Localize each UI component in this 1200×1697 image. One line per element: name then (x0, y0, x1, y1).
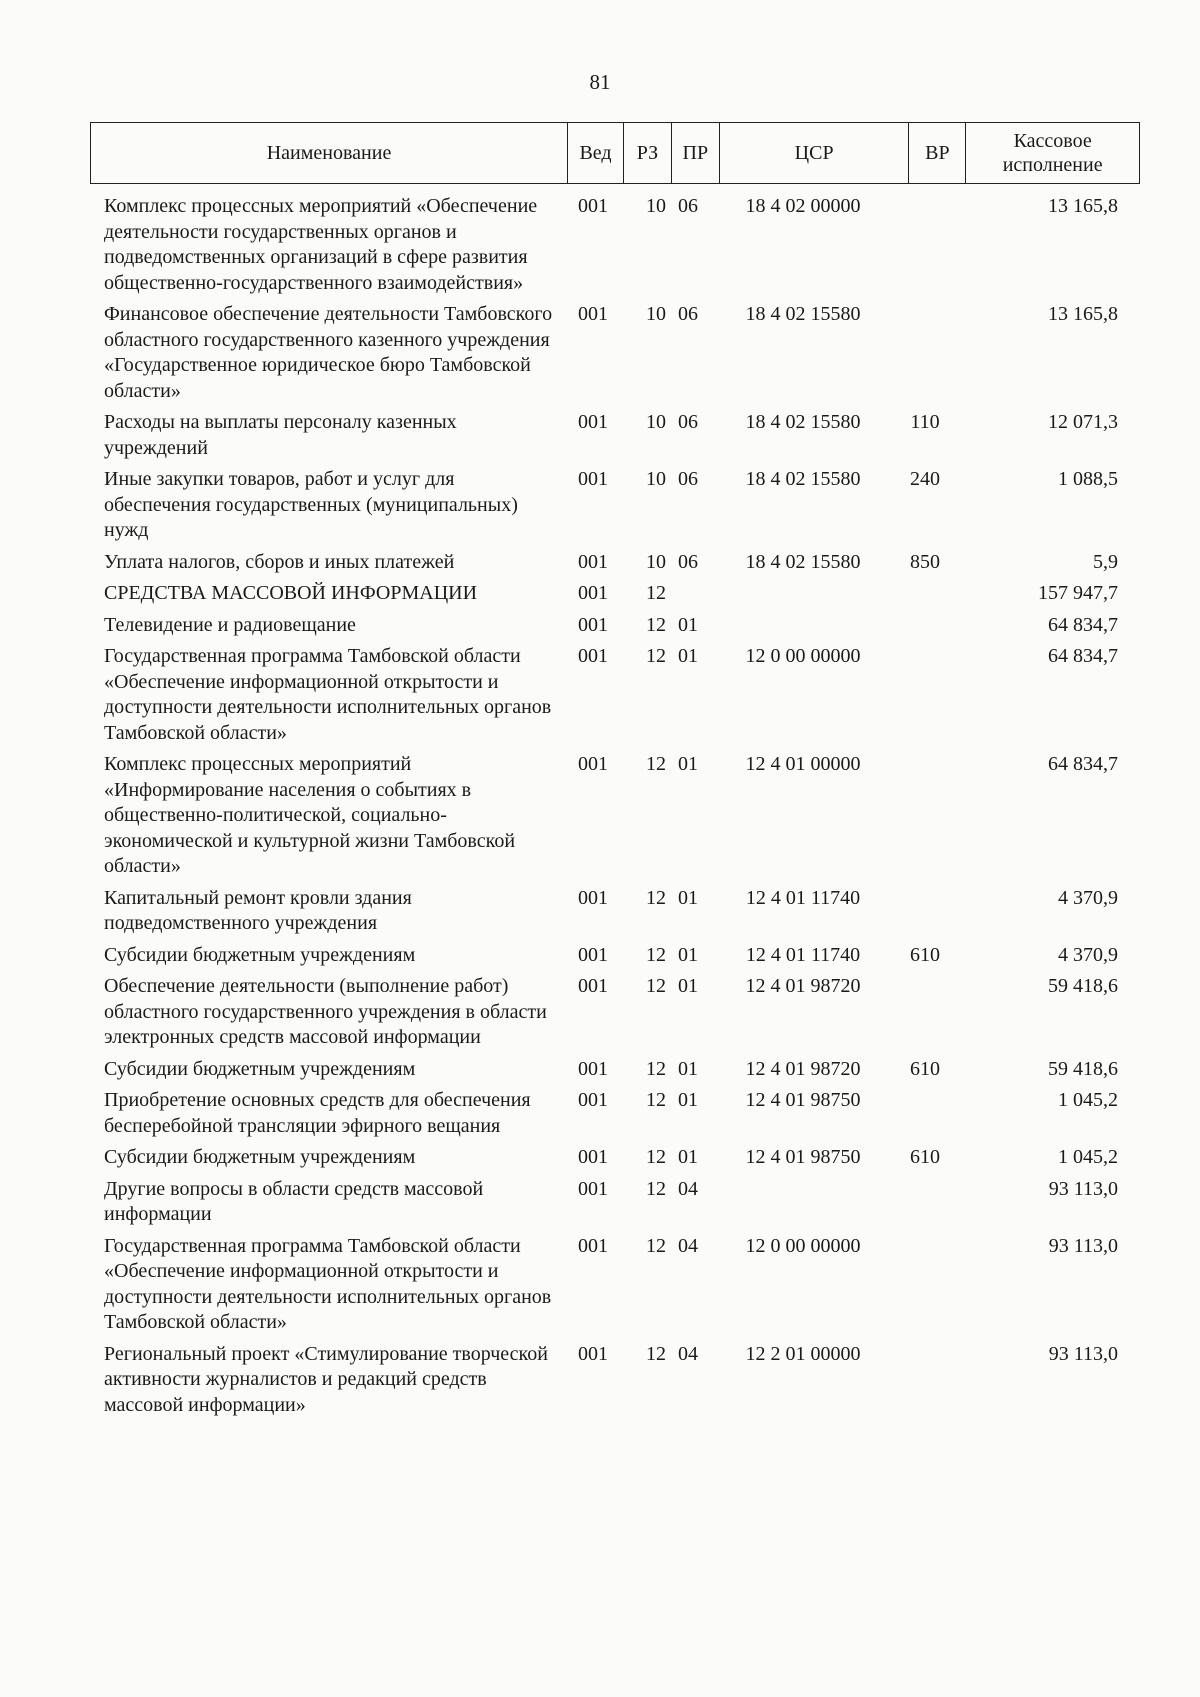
cell-rz: 12 (646, 886, 666, 909)
cell-kas: 157 947,7 (1038, 582, 1118, 604)
page-number: 81 (589, 70, 611, 94)
cell-rz: 12 (646, 1057, 666, 1080)
cell-vr: 110 (910, 411, 940, 433)
cell-rz: 12 (646, 1177, 666, 1200)
cell-pr: 04 (678, 1234, 698, 1257)
cell-pr: 01 (678, 613, 698, 636)
cell-ved: 001 (578, 582, 608, 604)
cell-kas: 93 113,0 (1048, 1234, 1118, 1257)
cell-kas: 59 418,6 (1048, 975, 1118, 997)
cell-kas: 93 113,0 (1048, 1177, 1118, 1200)
header-name: Наименование (91, 123, 568, 183)
cell-kas: 12 071,3 (1048, 411, 1118, 433)
cell-ved: 001 (578, 1342, 608, 1365)
cell-kas: 1 088,5 (1058, 468, 1118, 490)
cell-vr (896, 1177, 954, 1228)
table-row (90, 943, 1140, 969)
table-row (90, 467, 1140, 544)
table-row (90, 613, 1140, 639)
cell-ved: 001 (578, 550, 608, 573)
cell-rz: 12 (646, 1342, 666, 1365)
cell-vr (896, 581, 954, 607)
cell-csr: 18 4 02 15580 (745, 411, 861, 433)
cell-rz: 12 (646, 753, 666, 775)
cell-csr (710, 581, 896, 607)
cell-vr: 610 (910, 1057, 940, 1080)
cell-name: Субсидии бюджетным учреждениям (104, 1057, 416, 1080)
cell-vr (896, 302, 954, 404)
cell-pr: 06 (678, 550, 698, 573)
cell-rz: 12 (646, 613, 666, 636)
cell-rz: 12 (646, 1146, 666, 1168)
table-row (90, 1234, 1140, 1336)
cell-pr: 06 (678, 468, 698, 490)
cell-csr: 12 4 01 98750 (745, 1089, 861, 1111)
cell-rz: 12 (646, 1234, 666, 1257)
cell-name: Уплата налогов, сборов и иных платежей (104, 550, 455, 573)
cell-name: СРЕДСТВА МАССОВОЙ ИНФОРМАЦИИ (104, 582, 478, 604)
cell-pr: 01 (678, 943, 698, 966)
cell-rz: 12 (646, 975, 666, 997)
cell-kas: 64 834,7 (1048, 753, 1118, 775)
cell-pr: 06 (678, 195, 698, 217)
cell-vr (896, 194, 954, 296)
cell-vr: 850 (910, 550, 940, 573)
table-row (90, 302, 1140, 404)
cell-csr: 12 4 01 11740 (745, 886, 861, 909)
cell-csr: 12 4 01 98750 (745, 1146, 861, 1168)
table-row (90, 974, 1140, 1051)
table-row (90, 1145, 1140, 1171)
cell-vr: 610 (910, 943, 940, 966)
cell-pr: 01 (678, 753, 698, 775)
cell-vr (896, 613, 954, 639)
cell-pr: 01 (678, 975, 698, 997)
table-row (90, 752, 1140, 880)
cell-ved: 001 (578, 468, 608, 490)
cell-pr: 06 (678, 303, 698, 325)
cell-pr: 04 (678, 1177, 698, 1200)
cell-ved: 001 (578, 753, 608, 775)
cell-pr: 01 (678, 645, 698, 667)
cell-rz: 12 (646, 1089, 666, 1111)
table-row (90, 886, 1140, 937)
table-row (90, 410, 1140, 461)
cell-kas: 64 834,7 (1048, 645, 1118, 667)
cell-ved: 001 (578, 1089, 608, 1111)
cell-pr: 04 (678, 1342, 698, 1365)
cell-ved: 001 (578, 943, 608, 966)
cell-ved: 001 (578, 303, 608, 325)
table-body (90, 194, 1140, 1418)
cell-csr: 18 4 02 15580 (745, 468, 861, 490)
budget-table (90, 122, 1140, 1424)
cell-kas: 13 165,8 (1048, 303, 1118, 325)
cell-vr: 240 (910, 468, 940, 490)
cell-kas: 93 113,0 (1048, 1342, 1118, 1365)
cell-name: Финансовое обеспечение деятельности Тамбовского областного государственного казенного учреждения «Государственное юридическое бюро Тамбовской области» (104, 303, 553, 402)
cell-name: Региональный проект «Стимулирование творческой активности журналистов и редакций средств массовой информации» (104, 1342, 548, 1416)
header-kassovoe: Кассовое исполнение (1002, 130, 1103, 176)
cell-name: Субсидии бюджетным учреждениям (104, 1146, 416, 1168)
table-row (90, 581, 1140, 607)
header-csr: ЦСР (720, 123, 910, 183)
cell-name: Телевидение и радиовещание (104, 613, 356, 636)
cell-ved: 001 (578, 1146, 608, 1168)
cell-name: Расходы на выплаты персоналу казенных учреждений (104, 411, 457, 459)
cell-csr: 12 0 00 00000 (745, 1234, 861, 1257)
cell-name: Капитальный ремонт кровли здания подведомственного учреждения (104, 886, 412, 934)
cell-csr (710, 1177, 896, 1228)
cell-vr (896, 974, 954, 1051)
table-row (90, 550, 1140, 576)
cell-pr: 01 (678, 1057, 698, 1080)
cell-vr (896, 1342, 954, 1419)
cell-pr: 06 (678, 411, 698, 433)
table-row (90, 1342, 1140, 1419)
cell-rz: 12 (646, 943, 666, 966)
cell-name: Другие вопросы в области средств массовой информации (104, 1177, 484, 1225)
cell-rz: 12 (646, 645, 666, 667)
cell-ved: 001 (578, 1177, 608, 1200)
cell-rz: 10 (646, 550, 666, 573)
cell-rz: 10 (646, 411, 666, 433)
cell-kas: 4 370,9 (1058, 886, 1118, 909)
cell-vr (896, 886, 954, 937)
cell-name: Комплекс процессных мероприятий «Информирование населения о событиях в общественно-политической, социально-экономической и культурной жизни Тамбовской области» (104, 753, 516, 877)
header-rz: РЗ (624, 123, 672, 183)
cell-kas: 64 834,7 (1048, 613, 1118, 636)
table-row (90, 194, 1140, 296)
cell-name: Государственная программа Тамбовской области «Обеспечение информационной открытости и доступности деятельности исполнительных органов Тамбовской области» (104, 645, 552, 744)
cell-name: Комплекс процессных мероприятий «Обеспечение деятельности государственных органов и подведомственных организаций в сфере развития общественно-государственного взаимодействия» (104, 195, 538, 294)
cell-pr (666, 581, 710, 607)
header-pr: ПР (672, 123, 720, 183)
cell-rz: 10 (646, 468, 666, 490)
cell-pr: 01 (678, 1146, 698, 1168)
cell-kas: 1 045,2 (1058, 1089, 1118, 1111)
cell-kas: 5,9 (1093, 550, 1118, 573)
table-row (90, 1088, 1140, 1139)
cell-ved: 001 (578, 195, 608, 217)
cell-ved: 001 (578, 1057, 608, 1080)
cell-rz: 10 (646, 195, 666, 217)
header-vr: ВР (909, 123, 966, 183)
cell-name: Обеспечение деятельности (выполнение работ) областного государственного учреждения в области электронных средств массовой информации (104, 975, 547, 1048)
cell-pr: 01 (678, 886, 698, 909)
cell-vr: 610 (910, 1146, 940, 1168)
table-row (90, 1057, 1140, 1083)
cell-kas: 59 418,6 (1048, 1057, 1118, 1080)
cell-ved: 001 (578, 975, 608, 997)
cell-ved: 001 (578, 1234, 608, 1257)
cell-name: Иные закупки товаров, работ и услуг для обеспечения государственных (муниципальных) нужд (104, 468, 518, 541)
cell-csr: 12 4 01 00000 (745, 753, 861, 775)
cell-name: Субсидии бюджетным учреждениям (104, 943, 416, 966)
table-row (90, 1177, 1140, 1228)
cell-kas: 1 045,2 (1058, 1146, 1118, 1168)
cell-csr: 12 0 00 00000 (745, 645, 861, 667)
header-ved: Вед (568, 123, 624, 183)
cell-kas: 4 370,9 (1058, 943, 1118, 966)
cell-csr: 12 4 01 98720 (745, 1057, 861, 1080)
cell-csr: 18 4 02 00000 (745, 195, 861, 217)
cell-name: Приобретение основных средств для обеспечения бесперебойной трансляции эфирного вещания (104, 1089, 531, 1137)
cell-name: Государственная программа Тамбовской области «Обеспечение информационной открытости и доступности деятельности исполнительных органов Тамбовской области» (104, 1234, 552, 1333)
cell-vr (896, 1234, 954, 1336)
cell-ved: 001 (578, 411, 608, 433)
cell-csr: 18 4 02 15580 (745, 550, 861, 573)
cell-csr (710, 613, 896, 639)
cell-ved: 001 (578, 613, 608, 636)
cell-kas: 13 165,8 (1048, 195, 1118, 217)
cell-ved: 001 (578, 645, 608, 667)
cell-ved: 001 (578, 886, 608, 909)
cell-rz: 10 (646, 303, 666, 325)
cell-csr: 12 4 01 98720 (745, 975, 861, 997)
cell-vr (896, 752, 954, 880)
table-header (90, 122, 1140, 184)
cell-rz: 12 (646, 582, 666, 604)
cell-vr (896, 1088, 954, 1139)
cell-csr: 18 4 02 15580 (745, 303, 861, 325)
table-row (90, 644, 1140, 746)
cell-vr (896, 644, 954, 746)
cell-pr: 01 (678, 1089, 698, 1111)
cell-csr: 12 2 01 00000 (745, 1342, 861, 1365)
cell-csr: 12 4 01 11740 (745, 943, 861, 966)
